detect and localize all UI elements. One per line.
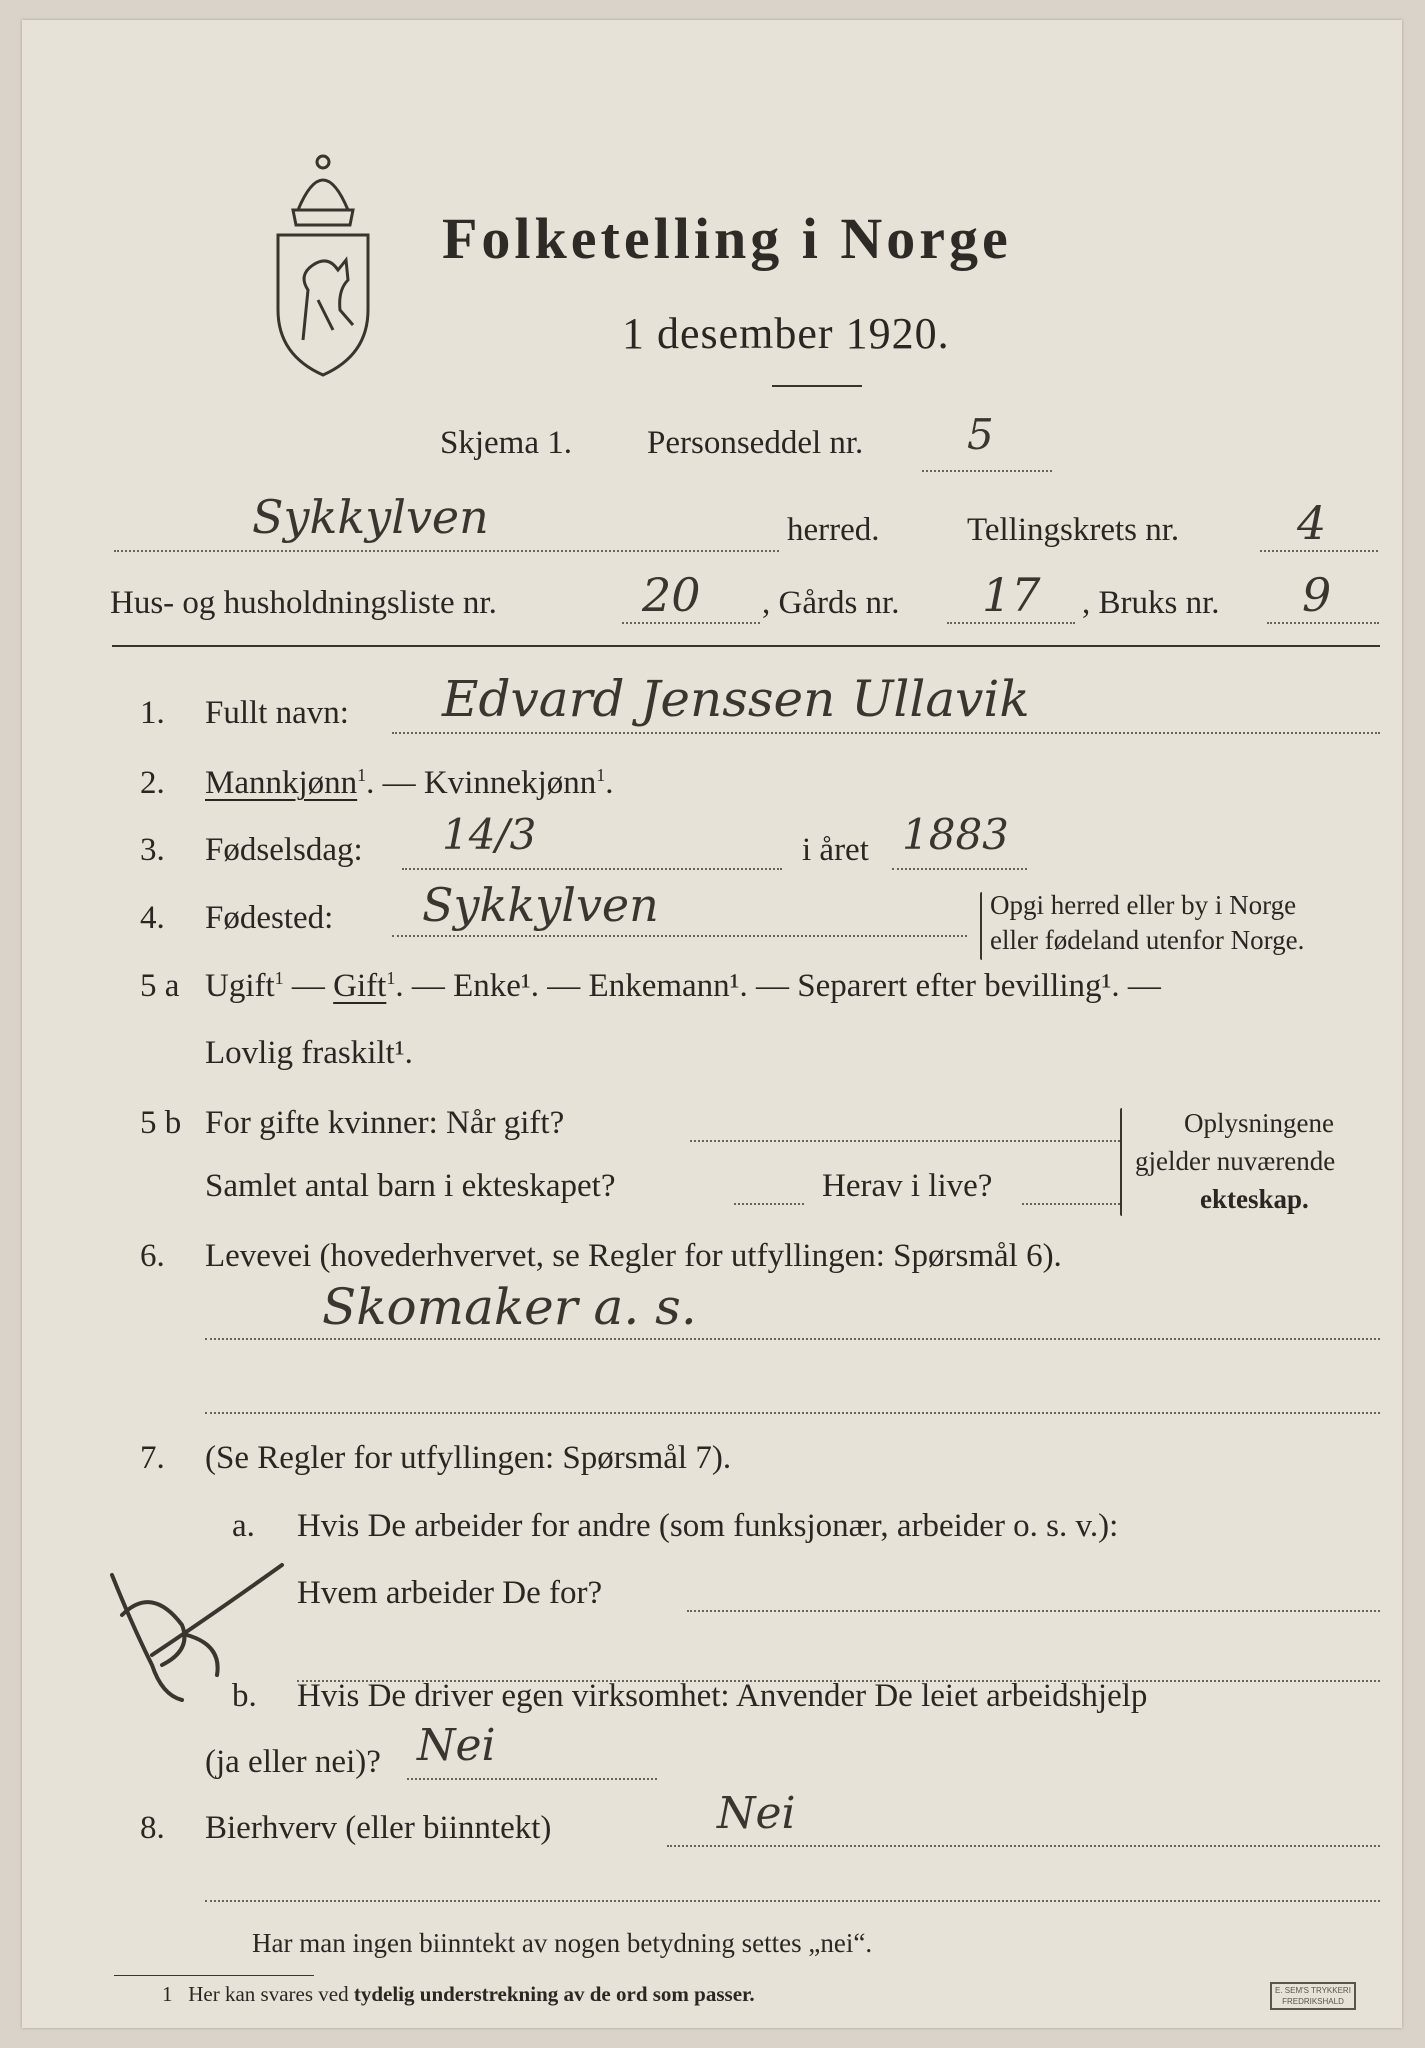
q8-note: Har man ingen biinntekt av nogen betydning settes „nei“. (252, 1928, 873, 1958)
q7a-letter: a. (232, 1508, 255, 1544)
q1-label: Fullt navn: (205, 695, 349, 731)
census-form (22, 20, 1402, 2028)
q7-label: (Se Regler for utfyllingen: Spørsmål 7). (205, 1440, 732, 1476)
q7b-letter: b. (232, 1678, 257, 1714)
q1-line (392, 732, 1380, 734)
footnote-plain: Her kan svares ved (188, 1982, 349, 2006)
q3-year-value: 1883 (902, 810, 1009, 859)
q5a-number: 5 a (140, 968, 180, 1004)
q2-options: Mannkjønn$^1$. — Kvinnekjønn$^1$. (205, 765, 614, 801)
q5a-line1: Ugift$^1$ — Gift$^1$. — Enke¹. — Enkemann¹. — Separert efter bevilling¹. — (205, 968, 1161, 1004)
q5a-gift-option: Gift (333, 968, 387, 1004)
q7b-question: (ja eller nei)? (205, 1744, 381, 1780)
q5b-note3: ekteskap. (1200, 1184, 1309, 1214)
q7a-question: Hvem arbeider De for? (297, 1575, 603, 1611)
q3-value: 14/3 (442, 810, 537, 859)
hus-value: 20 (642, 568, 701, 622)
q5a-ugift-option: Ugift (205, 968, 275, 1004)
q7-number: 7. (140, 1440, 165, 1476)
q5a-line2: Lovlig fraskilt¹. (205, 1035, 413, 1071)
q4-note-line1: Opgi herred eller by i Norge (990, 890, 1297, 920)
personseddel-line (922, 470, 1052, 472)
q5b-line2b-dots (1022, 1203, 1120, 1205)
skjema-label: Skjema 1. (440, 425, 572, 461)
q1-value: Edvard Jenssen Ullavik (442, 670, 1030, 728)
q5b-note2: gjelder nuværende (1135, 1146, 1336, 1176)
q3-year-label: i året (802, 832, 869, 868)
herred-label: herred. (787, 512, 880, 548)
q8-number: 8. (140, 1810, 165, 1846)
q8-value: Nei (717, 1788, 796, 1839)
tellingskrets-label: Tellingskrets nr. (967, 512, 1180, 548)
personseddel-value: 5 (967, 410, 994, 459)
q4-brace (980, 892, 982, 960)
q6-number: 6. (140, 1238, 165, 1274)
hus-line (622, 622, 760, 624)
q8-line2 (205, 1900, 1380, 1902)
q5b-line1: For gifte kvinner: Når gift? (205, 1105, 565, 1141)
q2-female-option: Kvinnekjønn (423, 765, 597, 801)
herred-value: Sykkylven (252, 490, 489, 544)
q7a-text: Hvis De arbeider for andre (som funksjonær, arbeider o. s. v.): (297, 1508, 1119, 1544)
bruks-label: , Bruks nr. (1082, 585, 1220, 621)
q5b-line2a-dots (734, 1203, 804, 1205)
tellingskrets-value: 4 (1297, 496, 1327, 550)
q6-label: Levevei (hovederhvervet, se Regler for utfyllingen: Spørsmål 6). (205, 1238, 1062, 1274)
q4-label: Fødested: (205, 900, 334, 936)
footnote-bold: tydelig understrekning av de ord som passer. (353, 1982, 755, 2006)
gards-label: , Gårds nr. (762, 585, 900, 621)
q5b-line2a: Samlet antal barn i ekteskapet? (205, 1168, 616, 1204)
q7b-value: Nei (417, 1720, 496, 1771)
form-title: Folketelling i Norge (442, 206, 1012, 271)
herred-line (114, 550, 779, 552)
footnote-mark: 1 (162, 1982, 173, 2006)
q4-value: Sykkylven (422, 878, 659, 932)
q7b-line (407, 1778, 657, 1780)
coat-of-arms-icon (268, 140, 378, 380)
gards-line (947, 622, 1075, 624)
crossed-mark (92, 1555, 292, 1705)
q6-line2 (205, 1412, 1380, 1414)
q3-label: Fødselsdag: (205, 832, 363, 868)
q6-line1 (205, 1338, 1380, 1340)
footnote-divider (114, 1975, 314, 1976)
q4-number: 4. (140, 900, 165, 936)
q8-line (667, 1845, 1380, 1847)
q5b-note1: Oplysningene (1184, 1108, 1334, 1138)
q3-line (402, 868, 782, 870)
bruks-line (1267, 622, 1379, 624)
bruks-value: 9 (1302, 568, 1332, 622)
personseddel-label: Personseddel nr. (647, 425, 864, 461)
title-divider (772, 385, 862, 387)
q4-line (392, 935, 967, 937)
tellingskrets-line (1260, 550, 1378, 552)
q7a-line1 (687, 1610, 1380, 1612)
q1-number: 1. (140, 695, 165, 731)
q6-value: Skomaker a. s. (322, 1278, 697, 1336)
q5b-line2b: Herav i live? (822, 1168, 993, 1204)
form-date: 1 desember 1920. (622, 309, 950, 358)
q7b-text: Hvis De driver egen virksomhet: Anvender De leiet arbeidshjelp (297, 1678, 1148, 1714)
gards-value: 17 (982, 568, 1041, 622)
q2-male-option: Mannkjønn (205, 765, 358, 801)
q5b-brace (1120, 1108, 1122, 1216)
q8-label: Bierhverv (eller biinntekt) (205, 1810, 552, 1846)
q2-number: 2. (140, 765, 165, 801)
header-divider (112, 645, 1380, 647)
footnote (162, 1982, 755, 2007)
q3-number: 3. (140, 832, 165, 868)
printer-stamp: E. SEM'S TRYKKERI FREDRIKSHALD (1270, 1982, 1356, 2010)
q5b-line1-dots (690, 1140, 1120, 1142)
hus-label: Hus- og husholdningsliste nr. (110, 585, 497, 621)
q4-note-line2: eller fødeland utenfor Norge. (990, 925, 1305, 955)
q5b-number: 5 b (140, 1105, 182, 1141)
q3-year-line (892, 868, 1027, 870)
